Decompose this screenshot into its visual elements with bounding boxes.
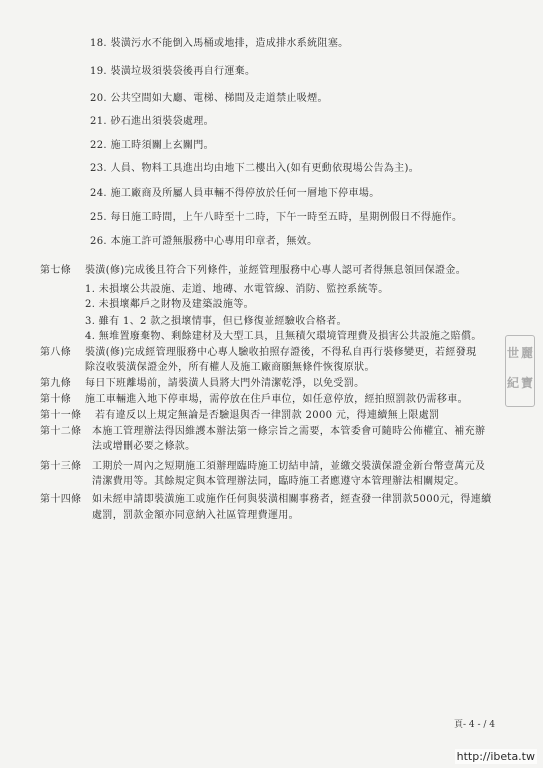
article-10-text: 施工車輛進入地下停車場，需停放在住戶車位，如任意停放，經拍照罰款仍需移車。: [85, 394, 468, 405]
article-7-text: 裝潢(修)完成後且符合下列條件，並經管理服務中心專人認可者得無息領回保證金。: [85, 265, 467, 276]
rule-21: 21. 砂石進出須裝袋處理。: [90, 116, 214, 127]
page-number: 頁- 4 - / 4: [454, 720, 496, 730]
article-12-line-2: 法或增刪必要之條款。: [92, 441, 196, 452]
article-7-item-3: 3. 雖有 1、2 款之損壞情事，但已修復並經驗收合格者。: [85, 316, 347, 327]
seal-stamp-glyphs: 世 紀 麗 寶: [506, 346, 533, 390]
article-8-label: 第八條: [40, 347, 72, 358]
rule-19: 19. 裝潢垃圾須裝袋後再自行運棄。: [90, 66, 256, 77]
rule-25: 25. 每日施工時間，上午八時至十二時，下午一時至五時，星期例假日不得施作。: [90, 212, 463, 223]
article-7-item-1: 1. 未損壞公共設施、走道、地磚、水電管線、消防、監控系統等。: [85, 284, 389, 295]
article-12-line-1: 本施工管理辦法得因維護本辦法第一條宗旨之需要，本管委會可隨時公佈權宜、補充辦: [92, 426, 486, 437]
rule-26: 26. 本施工許可證無服務中心專用印章者，無效。: [90, 236, 318, 247]
rule-22: 22. 施工時須關上玄關門。: [90, 140, 214, 151]
article-9-text: 每日下班離場前，請裝潢人員將大門外清潔乾淨，以免受罰。: [85, 378, 365, 389]
article-13-line-2: 清潔費用等。其餘規定與本管理辦法同，臨時施工者應遵守本管理辦法相關規定。: [92, 476, 465, 487]
rule-18: 18. 裝潢污水不能倒入馬桶或地排，造成排水系統阻塞。: [90, 38, 349, 49]
article-7-item-2: 2. 未損壞鄰戶之財物及建築設施等。: [85, 299, 255, 310]
article-12-label: 第十二條: [40, 426, 82, 437]
article-8-line-1: 裝潢(修)完成經管理服務中心專人驗收拍照存證後，不得私自再行裝修變更，若經發現: [85, 347, 477, 358]
article-13-line-1: 工期於一周內之短期施工須辦理臨時施工切結申請，並繳交裝潢保證金新台幣壹萬元及: [92, 461, 486, 472]
article-7-label: 第七條: [40, 265, 72, 276]
watermark-url: http://ibeta.tw: [456, 750, 535, 763]
rule-20: 20. 公共空間如大廳、電梯、梯間及走道禁止吸煙。: [90, 93, 328, 104]
rule-23: 23. 人員、物料工具進出均由地下二樓出入(如有更動依現場公告為主)。: [90, 163, 420, 174]
article-10-label: 第十條: [40, 394, 72, 405]
article-13-label: 第十三條: [40, 461, 82, 472]
article-14-label: 第十四條: [40, 494, 82, 505]
rule-24: 24. 施工廠商及所屬人員車輛不得停放於任何一層地下停車場。: [90, 188, 380, 199]
article-8-line-2: 除沒收裝潢保證金外，所有權人及施工廠商願無條件恢復原狀。: [85, 362, 375, 373]
article-11-label: 第十一條: [40, 410, 82, 421]
article-14-line-1: 如未經申請即裝潢施工或施作任何與裝潢相關事務者，經查發一律罰款5000元，得連續: [92, 494, 492, 505]
article-14-line-2: 處罰，罰款金額亦同意納入社區管理費運用。: [92, 510, 299, 521]
seal-stamp: [505, 335, 535, 407]
article-7-item-4: 4. 無堆置廢棄物、剩餘建材及大型工具，且無積欠環境管理費及損害公共設施之賠償。: [85, 331, 482, 342]
article-11-text: 若有違反以上規定無論是否驗退與否一律罰款 2000 元，得連續無上限處罰: [95, 410, 440, 421]
article-9-label: 第九條: [40, 378, 72, 389]
